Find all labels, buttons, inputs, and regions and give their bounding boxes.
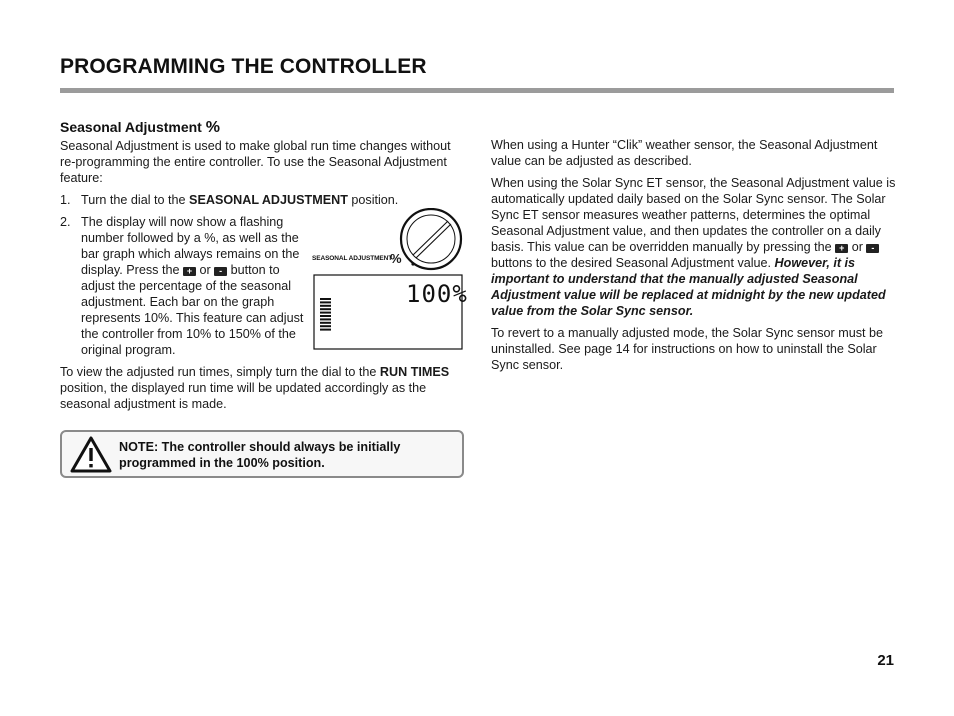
step-text-pre: Turn the dial to the bbox=[81, 193, 190, 207]
lcd-value: 100% bbox=[406, 280, 468, 308]
note-text bbox=[119, 439, 439, 471]
note-label: NOTE: bbox=[119, 440, 159, 454]
step-text-post: button to adjust the percentage of the seasonal adjustment. Each bar on the graph represents 10%. This feature can adjust the controller from 10% to 150% of the original program. bbox=[81, 263, 304, 357]
bar-graph-segment bbox=[320, 308, 331, 310]
bar-graph-segment bbox=[320, 305, 331, 307]
step-text bbox=[81, 193, 398, 207]
note-box bbox=[60, 430, 464, 478]
bar-graph-segment bbox=[320, 298, 331, 300]
run-times-post: position, the displayed run time will be updated accordingly as the seasonal adjustment is made. bbox=[60, 381, 427, 411]
solar-sync-or: or bbox=[848, 240, 867, 254]
step-text-pre: The display will now show a flashing number followed by a %, as well as the bar graph which always remains on the display. Press the bbox=[81, 215, 300, 277]
solar-sync-paragraph bbox=[491, 175, 897, 319]
run-times-paragraph bbox=[60, 364, 465, 412]
title-rule bbox=[60, 88, 894, 93]
solar-sync-mid: buttons to the desired Seasonal Adjustment value. bbox=[491, 256, 775, 270]
clik-paragraph: When using a Hunter “Clik” weather sensor, the Seasonal Adjustment value can be adjusted as described. bbox=[491, 138, 878, 168]
revert-paragraph: To revert to a manually adjusted mode, the Solar Sync sensor must be uninstalled. See page 14 for instructions on how to uninstall the Solar Sync sensor. bbox=[491, 326, 884, 372]
controller-figure bbox=[310, 208, 470, 354]
step-1 bbox=[60, 192, 465, 208]
step-number: 2. bbox=[60, 215, 71, 229]
bar-graph-segment bbox=[320, 329, 331, 331]
note-body: The controller should always be initially programmed in the 100% position. bbox=[119, 440, 401, 470]
step-text-post: position. bbox=[347, 193, 399, 207]
bar-graph-segment bbox=[320, 318, 331, 320]
right-column bbox=[491, 137, 897, 379]
run-times-pre: To view the adjusted run times, simply turn the dial to the bbox=[60, 365, 380, 379]
step-text-or: or bbox=[195, 263, 215, 277]
intro-paragraph: Seasonal Adjustment is used to make global run time changes without re-programming the entire controller. To use the Seasonal Adjustment feature: bbox=[60, 139, 451, 185]
dial-label: SEASONAL ADJUSTMENT bbox=[312, 255, 393, 262]
dial-percent-icon: % bbox=[390, 251, 402, 266]
dial-icon bbox=[401, 209, 461, 269]
solar-sync-pre: When using the Solar Sync ET sensor, the Seasonal Adjustment value is automatically updated daily based on the Solar Sync sensor. The Solar Sync ET sensor measures weather patterns, determines the optimal Seasonal Adjustment value, and then updates the controller on a daily basis. This value can be overridden manually by pressing the bbox=[491, 176, 896, 254]
step-text bbox=[81, 214, 305, 358]
bar-graph-segment bbox=[320, 325, 331, 327]
run-times-bold: RUN TIMES bbox=[379, 365, 450, 379]
solar-sync-warning: However, it is important to understand that the manually adjusted Seasonal Adjustment value will be replaced at midnight by the new updated value from the Solar Sync sensor. bbox=[491, 256, 886, 318]
page-title: PROGRAMMING THE CONTROLLER bbox=[60, 55, 427, 78]
warning-icon bbox=[70, 436, 112, 474]
page-number: 21 bbox=[877, 652, 894, 669]
plus-button-icon: + bbox=[183, 267, 196, 276]
bar-graph-segment bbox=[320, 312, 331, 314]
section-heading bbox=[60, 118, 465, 137]
plus-button-icon: + bbox=[835, 244, 848, 253]
bar-graph-segment bbox=[320, 301, 331, 303]
percent-icon: % bbox=[205, 119, 220, 136]
minus-button-icon: - bbox=[214, 267, 227, 276]
bar-graph-segment bbox=[320, 315, 331, 317]
section-heading-text: Seasonal Adjustment bbox=[60, 119, 202, 135]
step-text-bold: SEASONAL ADJUSTMENT bbox=[189, 193, 348, 207]
minus-button-icon: - bbox=[866, 244, 879, 253]
bar-graph-segment bbox=[320, 322, 331, 324]
step-number: 1. bbox=[60, 193, 71, 207]
